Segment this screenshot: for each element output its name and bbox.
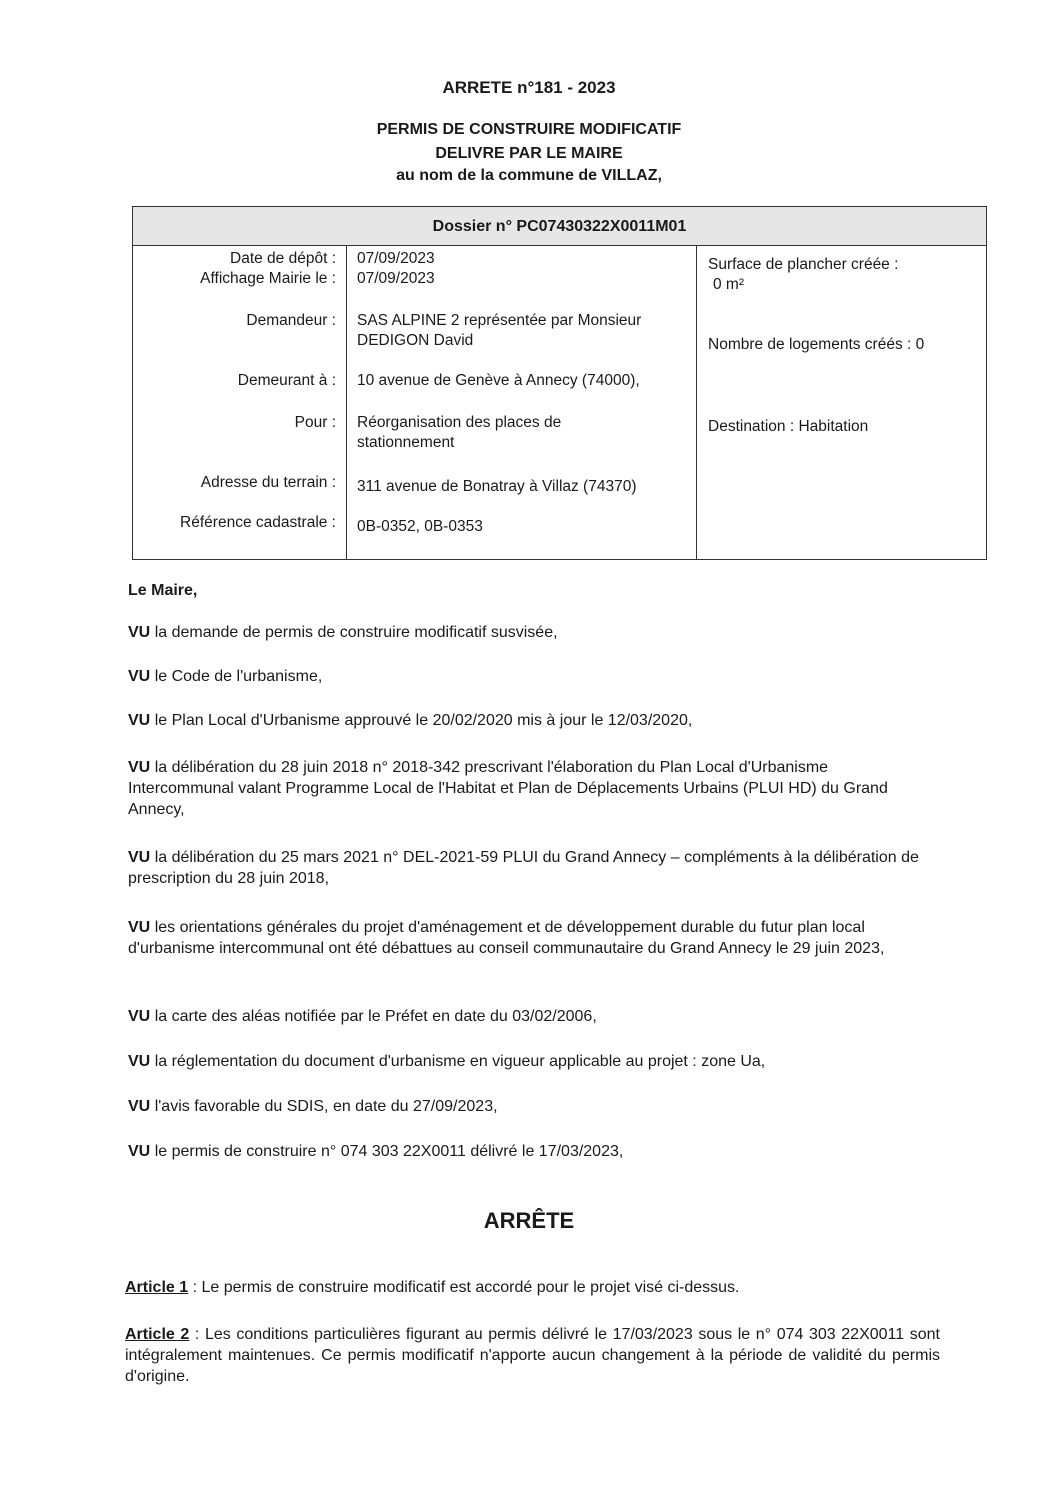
adresse-label: Adresse du terrain :	[200, 474, 336, 491]
vu-paragraph-4	[128, 757, 918, 820]
vu-word: VU	[128, 759, 151, 776]
vu-text-1: la demande de permis de construire modificatif susvisée,	[154, 624, 558, 641]
vu-paragraph-8	[128, 1051, 943, 1072]
demandeur-label: Demandeur :	[246, 312, 336, 329]
vu-word: VU	[128, 1098, 151, 1115]
vu-word: VU	[128, 668, 151, 685]
vu-word: VU	[128, 1053, 151, 1070]
vu-text-8: la réglementation du document d'urbanisme en vigueur applicable au projet : zone Ua,	[154, 1053, 766, 1070]
vu-paragraph-7	[128, 1006, 943, 1027]
arrete-heading: ARRÊTE	[483, 1208, 575, 1233]
surface-label: Surface de plancher créée :	[708, 256, 899, 273]
subtitle-line2: DELIVRE PAR LE MAIRE	[435, 145, 623, 162]
vu-word: VU	[128, 624, 151, 641]
adresse-value: 311 avenue de Bonatray à Villaz (74370)	[357, 478, 637, 495]
article-2-text: : Les conditions particulières figurant au permis délivré le 17/03/2023 sous le n° 074 303 22X0011 sont intégralement maintenues. Ce permis modificatif n'apporte aucun changement à la période de validité du permis d'origine.	[125, 1326, 941, 1385]
demandeur-value: SAS ALPINE 2 représentée par Monsieur DEDIGON David	[357, 312, 642, 349]
divider-left	[346, 245, 347, 559]
dossier-heading: Dossier n° PC07430322X0011M01	[133, 207, 986, 246]
maire-heading: Le Maire,	[128, 582, 198, 599]
vu-word: VU	[128, 1008, 151, 1025]
logements-count: Nombre de logements créés : 0	[708, 336, 925, 353]
vu-text-4: la délibération du 28 juin 2018 n° 2018-342 prescrivant l'élaboration du Plan Local d'Urbanisme Intercommunal valant Programme Local de l'Habitat et Plan de Déplacements Urbains (PLUI HD) du Grand Annecy,	[128, 759, 888, 818]
demeurant-label: Demeurant à :	[237, 372, 336, 389]
subtitle-line3: au nom de la commune de VILLAZ,	[396, 167, 662, 184]
vu-paragraph-3	[128, 710, 943, 731]
vu-text-9: l'avis favorable du SDIS, en date du 27/09/2023,	[154, 1098, 498, 1115]
depot-value: 07/09/2023	[357, 250, 435, 267]
article-1	[125, 1277, 940, 1298]
document-title: ARRETE n°181 - 2023	[442, 78, 616, 97]
article-2-label: Article 2	[125, 1326, 190, 1343]
subtitle-line1: PERMIS DE CONSTRUIRE MODIFICATIF	[376, 121, 682, 138]
vu-text-6: les orientations générales du projet d'aménagement et de développement durable du futur plan local d'urbanisme intercommunal ont été débattues au conseil communautaire du Grand Annecy le 29 juin 2023,	[128, 919, 885, 957]
reference-value: 0B-0352, 0B-0353	[357, 518, 483, 535]
vu-word: VU	[128, 712, 151, 729]
article-1-label: Article 1	[125, 1279, 189, 1296]
vu-text-10: le permis de construire n° 074 303 22X0011 délivré le 17/03/2023,	[154, 1143, 624, 1160]
vu-text-3: le Plan Local d'Urbanisme approuvé le 20/02/2020 mis à jour le 12/03/2020,	[154, 712, 693, 729]
divider-right	[696, 245, 697, 559]
vu-paragraph-9	[128, 1096, 943, 1117]
reference-label: Référence cadastrale :	[180, 514, 336, 531]
pour-label: Pour :	[294, 414, 336, 431]
vu-paragraph-1	[128, 622, 943, 643]
dossier-table	[132, 206, 987, 560]
vu-word: VU	[128, 1143, 151, 1160]
vu-word: VU	[128, 919, 151, 936]
depot-label: Date de dépôt :	[230, 250, 336, 267]
vu-paragraph-10	[128, 1141, 943, 1162]
affichage-value: 07/09/2023	[357, 270, 435, 287]
vu-text-5: la délibération du 25 mars 2021 n° DEL-2021-59 PLUI du Grand Annecy – compléments à la délibération de prescription du 28 juin 2018,	[128, 849, 919, 887]
vu-text-2: le Code de l'urbanisme,	[154, 668, 323, 685]
vu-paragraph-5	[128, 847, 943, 889]
affichage-label: Affichage Mairie le :	[200, 270, 336, 287]
vu-paragraph-6	[128, 917, 943, 959]
destination: Destination : Habitation	[708, 418, 869, 435]
pour-value: Réorganisation des places de stationnement	[357, 414, 562, 451]
vu-word: VU	[128, 849, 151, 866]
article-2	[125, 1324, 940, 1387]
vu-text-7: la carte des aléas notifiée par le Préfet en date du 03/02/2006,	[154, 1008, 597, 1025]
article-1-text: : Le permis de construire modificatif est accordé pour le projet visé ci-dessus.	[188, 1279, 740, 1296]
vu-paragraph-2	[128, 666, 943, 687]
demeurant-value: 10 avenue de Genève à Annecy (74000),	[357, 372, 640, 389]
surface-value: 0 m²	[713, 276, 744, 293]
